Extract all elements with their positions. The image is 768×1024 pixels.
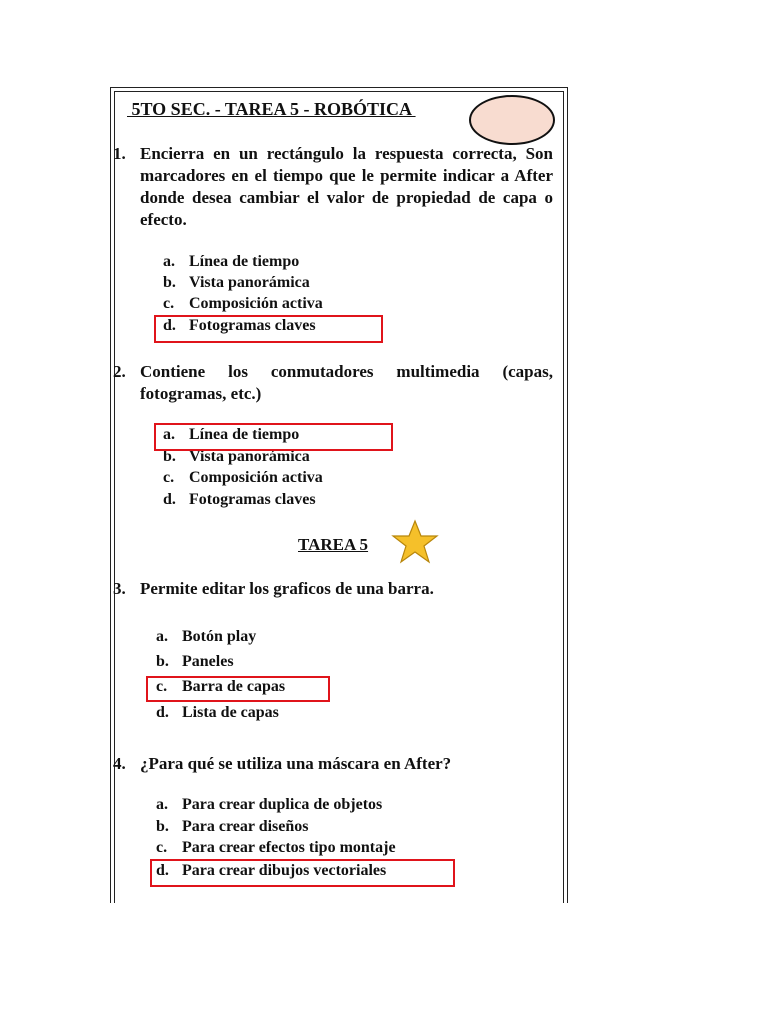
question-2	[113, 361, 553, 405]
question-text: ¿Para qué se utiliza una máscara en After?	[140, 754, 452, 773]
question-number: 2.	[113, 362, 126, 381]
option-label: Línea de tiempo	[189, 253, 300, 270]
option-letter: a.	[156, 628, 168, 645]
option-label: Composición activa	[189, 469, 323, 486]
option-1a[interactable]	[163, 252, 299, 272]
question-text: Contiene los conmutadores multimedia (capas, fotogramas, etc.)	[140, 362, 553, 403]
option-4b[interactable]	[156, 817, 309, 837]
option-1c[interactable]	[163, 294, 323, 314]
option-label: Para crear efectos tipo montaje	[182, 839, 396, 856]
answer-highlight-box	[154, 315, 383, 343]
option-3d[interactable]	[156, 703, 279, 723]
worksheet-title: 5TO SEC. - TAREA 5 - ROBÓTICA	[127, 99, 416, 119]
oval-badge	[469, 95, 555, 145]
option-3a[interactable]	[156, 627, 256, 647]
option-label: Lista de capas	[182, 704, 279, 721]
option-4a[interactable]	[156, 795, 382, 815]
question-text: Encierra en un rectángulo la respuesta correcta, Son marcadores en el tiempo que le permite indicar a After donde desea cambiar el valor de propiedad de capa o efecto.	[140, 144, 553, 229]
option-letter: c.	[156, 678, 168, 695]
option-2d[interactable]	[163, 490, 316, 510]
option-letter: d.	[156, 704, 169, 721]
option-label: Para crear duplica de objetos	[182, 796, 383, 813]
option-3b[interactable]	[156, 652, 234, 672]
option-letter: d.	[163, 491, 176, 508]
option-label: Barra de capas	[182, 678, 286, 695]
question-number: 1.	[113, 144, 126, 163]
option-label: Para crear diseños	[182, 818, 309, 835]
option-label: Fotogramas claves	[189, 491, 316, 508]
option-label: Fotogramas claves	[189, 317, 316, 334]
option-letter: c.	[163, 469, 175, 486]
option-2c[interactable]	[163, 468, 323, 488]
option-label: Para crear dibujos vectoriales	[182, 862, 387, 879]
option-label: Vista panorámica	[189, 274, 310, 291]
question-4	[113, 753, 553, 775]
option-4c[interactable]	[156, 838, 396, 858]
answer-highlight-box	[154, 423, 393, 451]
star-icon	[391, 519, 439, 565]
option-letter: c.	[156, 839, 168, 856]
question-text: Permite editar los graficos de una barra.	[140, 579, 434, 598]
option-letter: a.	[156, 796, 168, 813]
option-letter: c.	[163, 295, 175, 312]
option-letter: b.	[156, 818, 169, 835]
option-label: Paneles	[182, 653, 234, 670]
option-letter: b.	[163, 274, 176, 291]
option-label: Vista panorámica	[189, 448, 310, 465]
option-letter: b.	[156, 653, 169, 670]
answer-highlight-box	[146, 676, 330, 702]
option-letter: b.	[163, 448, 176, 465]
question-3	[113, 578, 553, 600]
option-1b[interactable]	[163, 273, 310, 293]
question-number: 3.	[113, 579, 126, 598]
option-letter: d.	[156, 862, 169, 879]
option-letter: a.	[163, 426, 175, 443]
option-letter: d.	[163, 317, 176, 334]
option-label: Composición activa	[189, 295, 323, 312]
answer-highlight-box	[150, 859, 455, 887]
option-letter: a.	[163, 253, 175, 270]
option-label: Botón play	[182, 628, 257, 645]
option-label: Línea de tiempo	[189, 426, 300, 443]
question-1	[113, 143, 553, 231]
section-title: TAREA 5	[298, 535, 369, 554]
question-number: 4.	[113, 754, 126, 773]
